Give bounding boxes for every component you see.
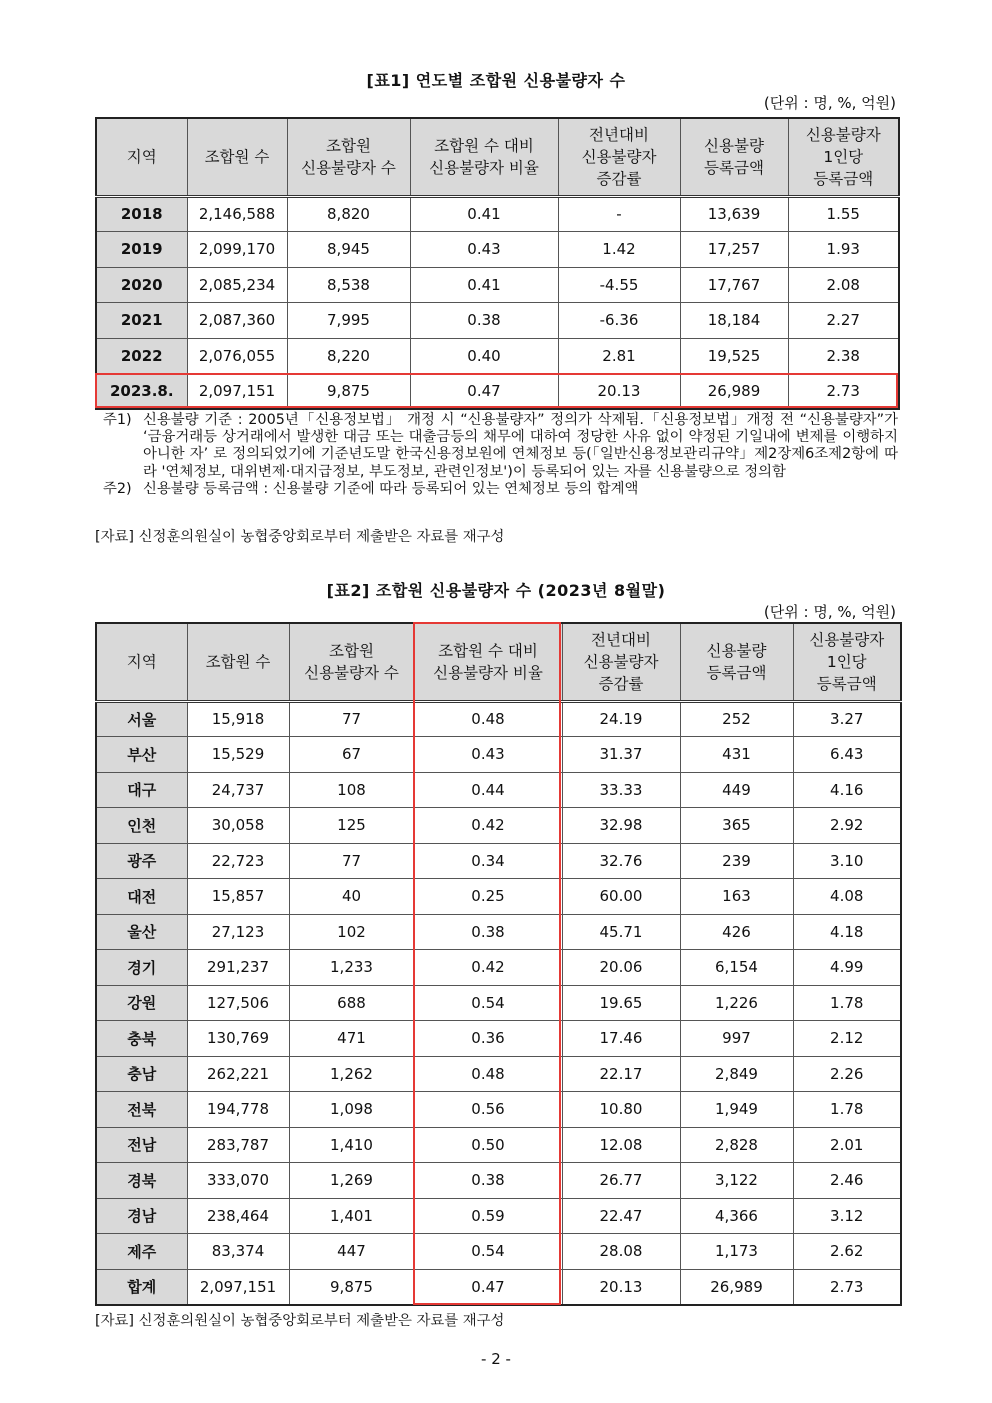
table2-cell: 1,262 xyxy=(289,1056,414,1092)
table1-cell: 2,097,151 xyxy=(187,374,287,410)
table2-cell: 1.78 xyxy=(793,1092,901,1128)
table2-cell: 1,226 xyxy=(680,985,793,1021)
table2-cell: 22.17 xyxy=(562,1056,680,1092)
table1-cell: 26,989 xyxy=(680,374,788,410)
table1-title: [표1] 연도별 조합원 신용불량자 수 xyxy=(366,71,626,90)
table2-row-label: 전남 xyxy=(96,1127,187,1163)
table2-cell: 20.13 xyxy=(562,1269,680,1305)
table2-cell: 1,098 xyxy=(289,1092,414,1128)
table2-row xyxy=(96,701,901,737)
table2-row xyxy=(96,1269,901,1305)
table2-row-label: 충북 xyxy=(96,1021,187,1057)
table2-cell: 0.54 xyxy=(414,985,562,1021)
table2-row xyxy=(96,1234,901,1270)
table2-cell: 108 xyxy=(289,772,414,808)
table2-cell: 291,237 xyxy=(187,950,289,986)
table2-row xyxy=(96,1021,901,1057)
table2-row-label: 서울 xyxy=(96,701,187,737)
table1 xyxy=(95,117,900,410)
table2-row xyxy=(96,950,901,986)
table2-cell: 26,989 xyxy=(680,1269,793,1305)
table2-cell: 4.08 xyxy=(793,879,901,915)
table2-row xyxy=(96,1127,901,1163)
table2-cell: 252 xyxy=(680,701,793,737)
table2-header-row xyxy=(96,623,901,701)
table2-cell: 2,828 xyxy=(680,1127,793,1163)
table2-cell: 4.99 xyxy=(793,950,901,986)
table2-row xyxy=(96,808,901,844)
table1-row-label: 2019 xyxy=(96,232,187,268)
table2-row-label: 울산 xyxy=(96,914,187,950)
table2-cell: 0.59 xyxy=(414,1198,562,1234)
table2-row xyxy=(96,1092,901,1128)
table1-cell: 13,639 xyxy=(680,196,788,232)
table1-header-cell: 조합원 수 xyxy=(187,118,287,196)
table2-source: [자료] 신정훈의원실이 농협중앙회로부터 제출받은 자료를 재구성 xyxy=(95,1313,505,1329)
table2-row xyxy=(96,843,901,879)
table2-cell: 31.37 xyxy=(562,737,680,773)
table2-cell: 0.54 xyxy=(414,1234,562,1270)
table2-cell: 2.26 xyxy=(793,1056,901,1092)
table1-cell: 18,184 xyxy=(680,303,788,339)
note-text: 신용불량 등록금액 : 신용불량 기준에 따라 등록되어 있는 연체정보 등의 합계액 xyxy=(143,480,639,497)
table2-cell: 2.73 xyxy=(793,1269,901,1305)
table2-header-cell: 지역 xyxy=(96,623,187,701)
table2-cell: 365 xyxy=(680,808,793,844)
table1-row-label: 2020 xyxy=(96,267,187,303)
table2-cell: 194,778 xyxy=(187,1092,289,1128)
table1-row xyxy=(96,338,899,374)
table2-cell: 0.34 xyxy=(414,843,562,879)
table2-unit: (단위 : 명, %, 억원) xyxy=(763,603,896,621)
table2-cell: 2.01 xyxy=(793,1127,901,1163)
table1-cell: 7,995 xyxy=(287,303,410,339)
table2-row-label: 경남 xyxy=(96,1198,187,1234)
table1-header-cell: 전년대비 신용불량자 증감률 xyxy=(558,118,680,196)
table2-cell: 2.62 xyxy=(793,1234,901,1270)
table2-cell: 67 xyxy=(289,737,414,773)
table2-row-label: 경기 xyxy=(96,950,187,986)
table2-cell: 12.08 xyxy=(562,1127,680,1163)
table1-header-cell: 지역 xyxy=(96,118,187,196)
table1-row-label: 2022 xyxy=(96,338,187,374)
table1-cell: 20.13 xyxy=(558,374,680,410)
table2-row-label: 강원 xyxy=(96,985,187,1021)
table2-cell: 30,058 xyxy=(187,808,289,844)
table2-body xyxy=(96,701,901,1305)
table2-cell: 0.44 xyxy=(414,772,562,808)
table2-cell: 997 xyxy=(680,1021,793,1057)
table1-source: [자료] 신정훈의원실이 농협중앙회로부터 제출받은 자료를 재구성 xyxy=(95,529,505,545)
table2-row xyxy=(96,985,901,1021)
table1-cell: 0.41 xyxy=(410,196,558,232)
table2 xyxy=(95,622,902,1306)
table2-cell: 40 xyxy=(289,879,414,915)
table1-cell: 17,257 xyxy=(680,232,788,268)
table2-row xyxy=(96,1163,901,1199)
table2-cell: 0.25 xyxy=(414,879,562,915)
table1-cell: -6.36 xyxy=(558,303,680,339)
table1-cell: 8,220 xyxy=(287,338,410,374)
table2-cell: 0.38 xyxy=(414,914,562,950)
table2-cell: 77 xyxy=(289,843,414,879)
table1-cell: 17,767 xyxy=(680,267,788,303)
table2-header-cell: 조합원 수 대비 신용불량자 비율 xyxy=(414,623,562,701)
table1-cell: 2.38 xyxy=(788,338,899,374)
table2-cell: 0.50 xyxy=(414,1127,562,1163)
page-number: - 2 - xyxy=(481,1350,511,1368)
table2-cell: 17.46 xyxy=(562,1021,680,1057)
table2-cell: 431 xyxy=(680,737,793,773)
table2-cell: 426 xyxy=(680,914,793,950)
table2-cell: 447 xyxy=(289,1234,414,1270)
table2-cell: 15,857 xyxy=(187,879,289,915)
table2-cell: 0.36 xyxy=(414,1021,562,1057)
table1-cell: 8,820 xyxy=(287,196,410,232)
table2-cell: 3.12 xyxy=(793,1198,901,1234)
table1-cell: - xyxy=(558,196,680,232)
table1-cell: 2,076,055 xyxy=(187,338,287,374)
table2-row xyxy=(96,772,901,808)
table2-header-cell: 조합원 수 xyxy=(187,623,289,701)
table2-cell: 15,529 xyxy=(187,737,289,773)
table2-cell: 28.08 xyxy=(562,1234,680,1270)
table1-unit: (단위 : 명, %, 억원) xyxy=(763,94,896,112)
table1-row xyxy=(96,303,899,339)
table1-cell: 2.08 xyxy=(788,267,899,303)
table1-cell: 8,538 xyxy=(287,267,410,303)
table2-row-label: 경북 xyxy=(96,1163,187,1199)
table2-cell: 15,918 xyxy=(187,701,289,737)
table2-cell: 22.47 xyxy=(562,1198,680,1234)
table2-cell: 1,401 xyxy=(289,1198,414,1234)
table1-header-row xyxy=(96,118,899,196)
table2-cell: 1,410 xyxy=(289,1127,414,1163)
table2-cell: 2,849 xyxy=(680,1056,793,1092)
table1-cell: 2.81 xyxy=(558,338,680,374)
table2-row xyxy=(96,737,901,773)
table2-row-label: 대전 xyxy=(96,879,187,915)
table2-cell: 2.46 xyxy=(793,1163,901,1199)
table1-row-label: 2021 xyxy=(96,303,187,339)
table2-row xyxy=(96,879,901,915)
table1-cell: 0.47 xyxy=(410,374,558,410)
table2-row xyxy=(96,1198,901,1234)
table2-cell: 2,097,151 xyxy=(187,1269,289,1305)
note-text: 신용불량 기준 : 2005년「신용정보법」 개정 시 “신용불량자” 정의가 삭제됨.「신용정보법」개정 전 “신용불량자”가 ‘금융거래등 상거래에서 발생한 대금 또는 대출금등의 채무에 대하여 정당한 사유 없이 약정된 기일내에 변제를 이행하지 아니한 자’ 로 정의되었기에 기준년도말 한국신용정보원에 연체정보 등(「일반신용정보관리규약」제2장제6조제2항에 따라 '연체정보, 대위변제·대지급정보, 부도정보, 관련인정보')이 등록되어 있는 자를 신용불량으로 정의함 xyxy=(143,412,898,480)
table2-cell: 6.43 xyxy=(793,737,901,773)
note-item xyxy=(95,412,898,481)
table1-cell: 1.55 xyxy=(788,196,899,232)
table1-notes xyxy=(95,412,898,498)
table2-header-cell: 신용불량 등록금액 xyxy=(680,623,793,701)
table2-cell: 32.76 xyxy=(562,843,680,879)
table2-cell: 449 xyxy=(680,772,793,808)
table2-header-cell: 전년대비 신용불량자 증감률 xyxy=(562,623,680,701)
table1-cell: 2,099,170 xyxy=(187,232,287,268)
table2-cell: 45.71 xyxy=(562,914,680,950)
table2-cell: 3,122 xyxy=(680,1163,793,1199)
table2-row-label: 합계 xyxy=(96,1269,187,1305)
table1-row xyxy=(96,374,899,410)
table2-cell: 0.42 xyxy=(414,950,562,986)
table1-cell: 1.42 xyxy=(558,232,680,268)
table1-cell: 0.38 xyxy=(410,303,558,339)
table2-cell: 1,949 xyxy=(680,1092,793,1128)
table2-header-cell: 조합원 신용불량자 수 xyxy=(289,623,414,701)
table1-cell: 2,085,234 xyxy=(187,267,287,303)
table2-cell: 0.42 xyxy=(414,808,562,844)
table2-cell: 1.78 xyxy=(793,985,901,1021)
table2-cell: 4,366 xyxy=(680,1198,793,1234)
table2-cell: 32.98 xyxy=(562,808,680,844)
table2-header-cell: 신용불량자 1인당 등록금액 xyxy=(793,623,901,701)
table2-cell: 4.18 xyxy=(793,914,901,950)
table2-cell: 0.38 xyxy=(414,1163,562,1199)
table2-cell: 1,173 xyxy=(680,1234,793,1270)
table2-cell: 1,269 xyxy=(289,1163,414,1199)
table1-cell: 2,146,588 xyxy=(187,196,287,232)
table1-cell: -4.55 xyxy=(558,267,680,303)
table1-row xyxy=(96,232,899,268)
table2-cell: 33.33 xyxy=(562,772,680,808)
table1-cell: 1.93 xyxy=(788,232,899,268)
table1-cell: 19,525 xyxy=(680,338,788,374)
table2-cell: 9,875 xyxy=(289,1269,414,1305)
table2-cell: 283,787 xyxy=(187,1127,289,1163)
table2-cell: 0.56 xyxy=(414,1092,562,1128)
table2-cell: 4.16 xyxy=(793,772,901,808)
table2-cell: 26.77 xyxy=(562,1163,680,1199)
table2-cell: 127,506 xyxy=(187,985,289,1021)
table2-cell: 262,221 xyxy=(187,1056,289,1092)
table2-row xyxy=(96,914,901,950)
table1-cell: 9,875 xyxy=(287,374,410,410)
table2-cell: 125 xyxy=(289,808,414,844)
table1-cell: 2.73 xyxy=(788,374,899,410)
note-label: 주2) xyxy=(103,480,132,497)
table2-row-label: 광주 xyxy=(96,843,187,879)
table2-cell: 333,070 xyxy=(187,1163,289,1199)
table2-cell: 0.48 xyxy=(414,701,562,737)
table2-cell: 2.92 xyxy=(793,808,901,844)
table1-header-cell: 신용불량 등록금액 xyxy=(680,118,788,196)
table1-cell: 2.27 xyxy=(788,303,899,339)
table2-cell: 0.43 xyxy=(414,737,562,773)
table2-cell: 24.19 xyxy=(562,701,680,737)
table2-cell: 1,233 xyxy=(289,950,414,986)
table2-cell: 130,769 xyxy=(187,1021,289,1057)
table2-cell: 83,374 xyxy=(187,1234,289,1270)
table2-cell: 24,737 xyxy=(187,772,289,808)
table1-row-label: 2023.8. xyxy=(96,374,187,410)
table2-cell: 0.47 xyxy=(414,1269,562,1305)
table2-cell: 3.10 xyxy=(793,843,901,879)
table2-row-label: 대구 xyxy=(96,772,187,808)
table1-cell: 0.41 xyxy=(410,267,558,303)
table2-cell: 77 xyxy=(289,701,414,737)
note-label: 주1) xyxy=(103,412,132,428)
table2-cell: 22,723 xyxy=(187,843,289,879)
table1-body xyxy=(96,196,899,409)
table2-row-label: 전북 xyxy=(96,1092,187,1128)
table2-cell: 3.27 xyxy=(793,701,901,737)
table1-cell: 0.43 xyxy=(410,232,558,268)
table1-row-label: 2018 xyxy=(96,196,187,232)
table2-cell: 10.80 xyxy=(562,1092,680,1128)
table2-cell: 0.48 xyxy=(414,1056,562,1092)
table2-cell: 688 xyxy=(289,985,414,1021)
table1-row xyxy=(96,196,899,232)
table2-cell: 27,123 xyxy=(187,914,289,950)
table2-cell: 19.65 xyxy=(562,985,680,1021)
table2-row-label: 제주 xyxy=(96,1234,187,1270)
table2-row-label: 인천 xyxy=(96,808,187,844)
table2-cell: 20.06 xyxy=(562,950,680,986)
table1-cell: 8,945 xyxy=(287,232,410,268)
table2-cell: 239 xyxy=(680,843,793,879)
note-item xyxy=(95,481,898,498)
table2-cell: 102 xyxy=(289,914,414,950)
table2-row-label: 충남 xyxy=(96,1056,187,1092)
table2-row xyxy=(96,1056,901,1092)
table1-header-cell: 신용불량자 1인당 등록금액 xyxy=(788,118,899,196)
table2-cell: 2.12 xyxy=(793,1021,901,1057)
table2-cell: 238,464 xyxy=(187,1198,289,1234)
table1-header-cell: 조합원 신용불량자 수 xyxy=(287,118,410,196)
table2-title: [표2] 조합원 신용불량자 수 (2023년 8월말) xyxy=(326,581,666,600)
table2-cell: 163 xyxy=(680,879,793,915)
table1-row xyxy=(96,267,899,303)
table2-cell: 471 xyxy=(289,1021,414,1057)
table1-header-cell: 조합원 수 대비 신용불량자 비율 xyxy=(410,118,558,196)
table2-row-label: 부산 xyxy=(96,737,187,773)
table2-cell: 60.00 xyxy=(562,879,680,915)
table2-cell: 6,154 xyxy=(680,950,793,986)
table1-cell: 0.40 xyxy=(410,338,558,374)
table1-cell: 2,087,360 xyxy=(187,303,287,339)
